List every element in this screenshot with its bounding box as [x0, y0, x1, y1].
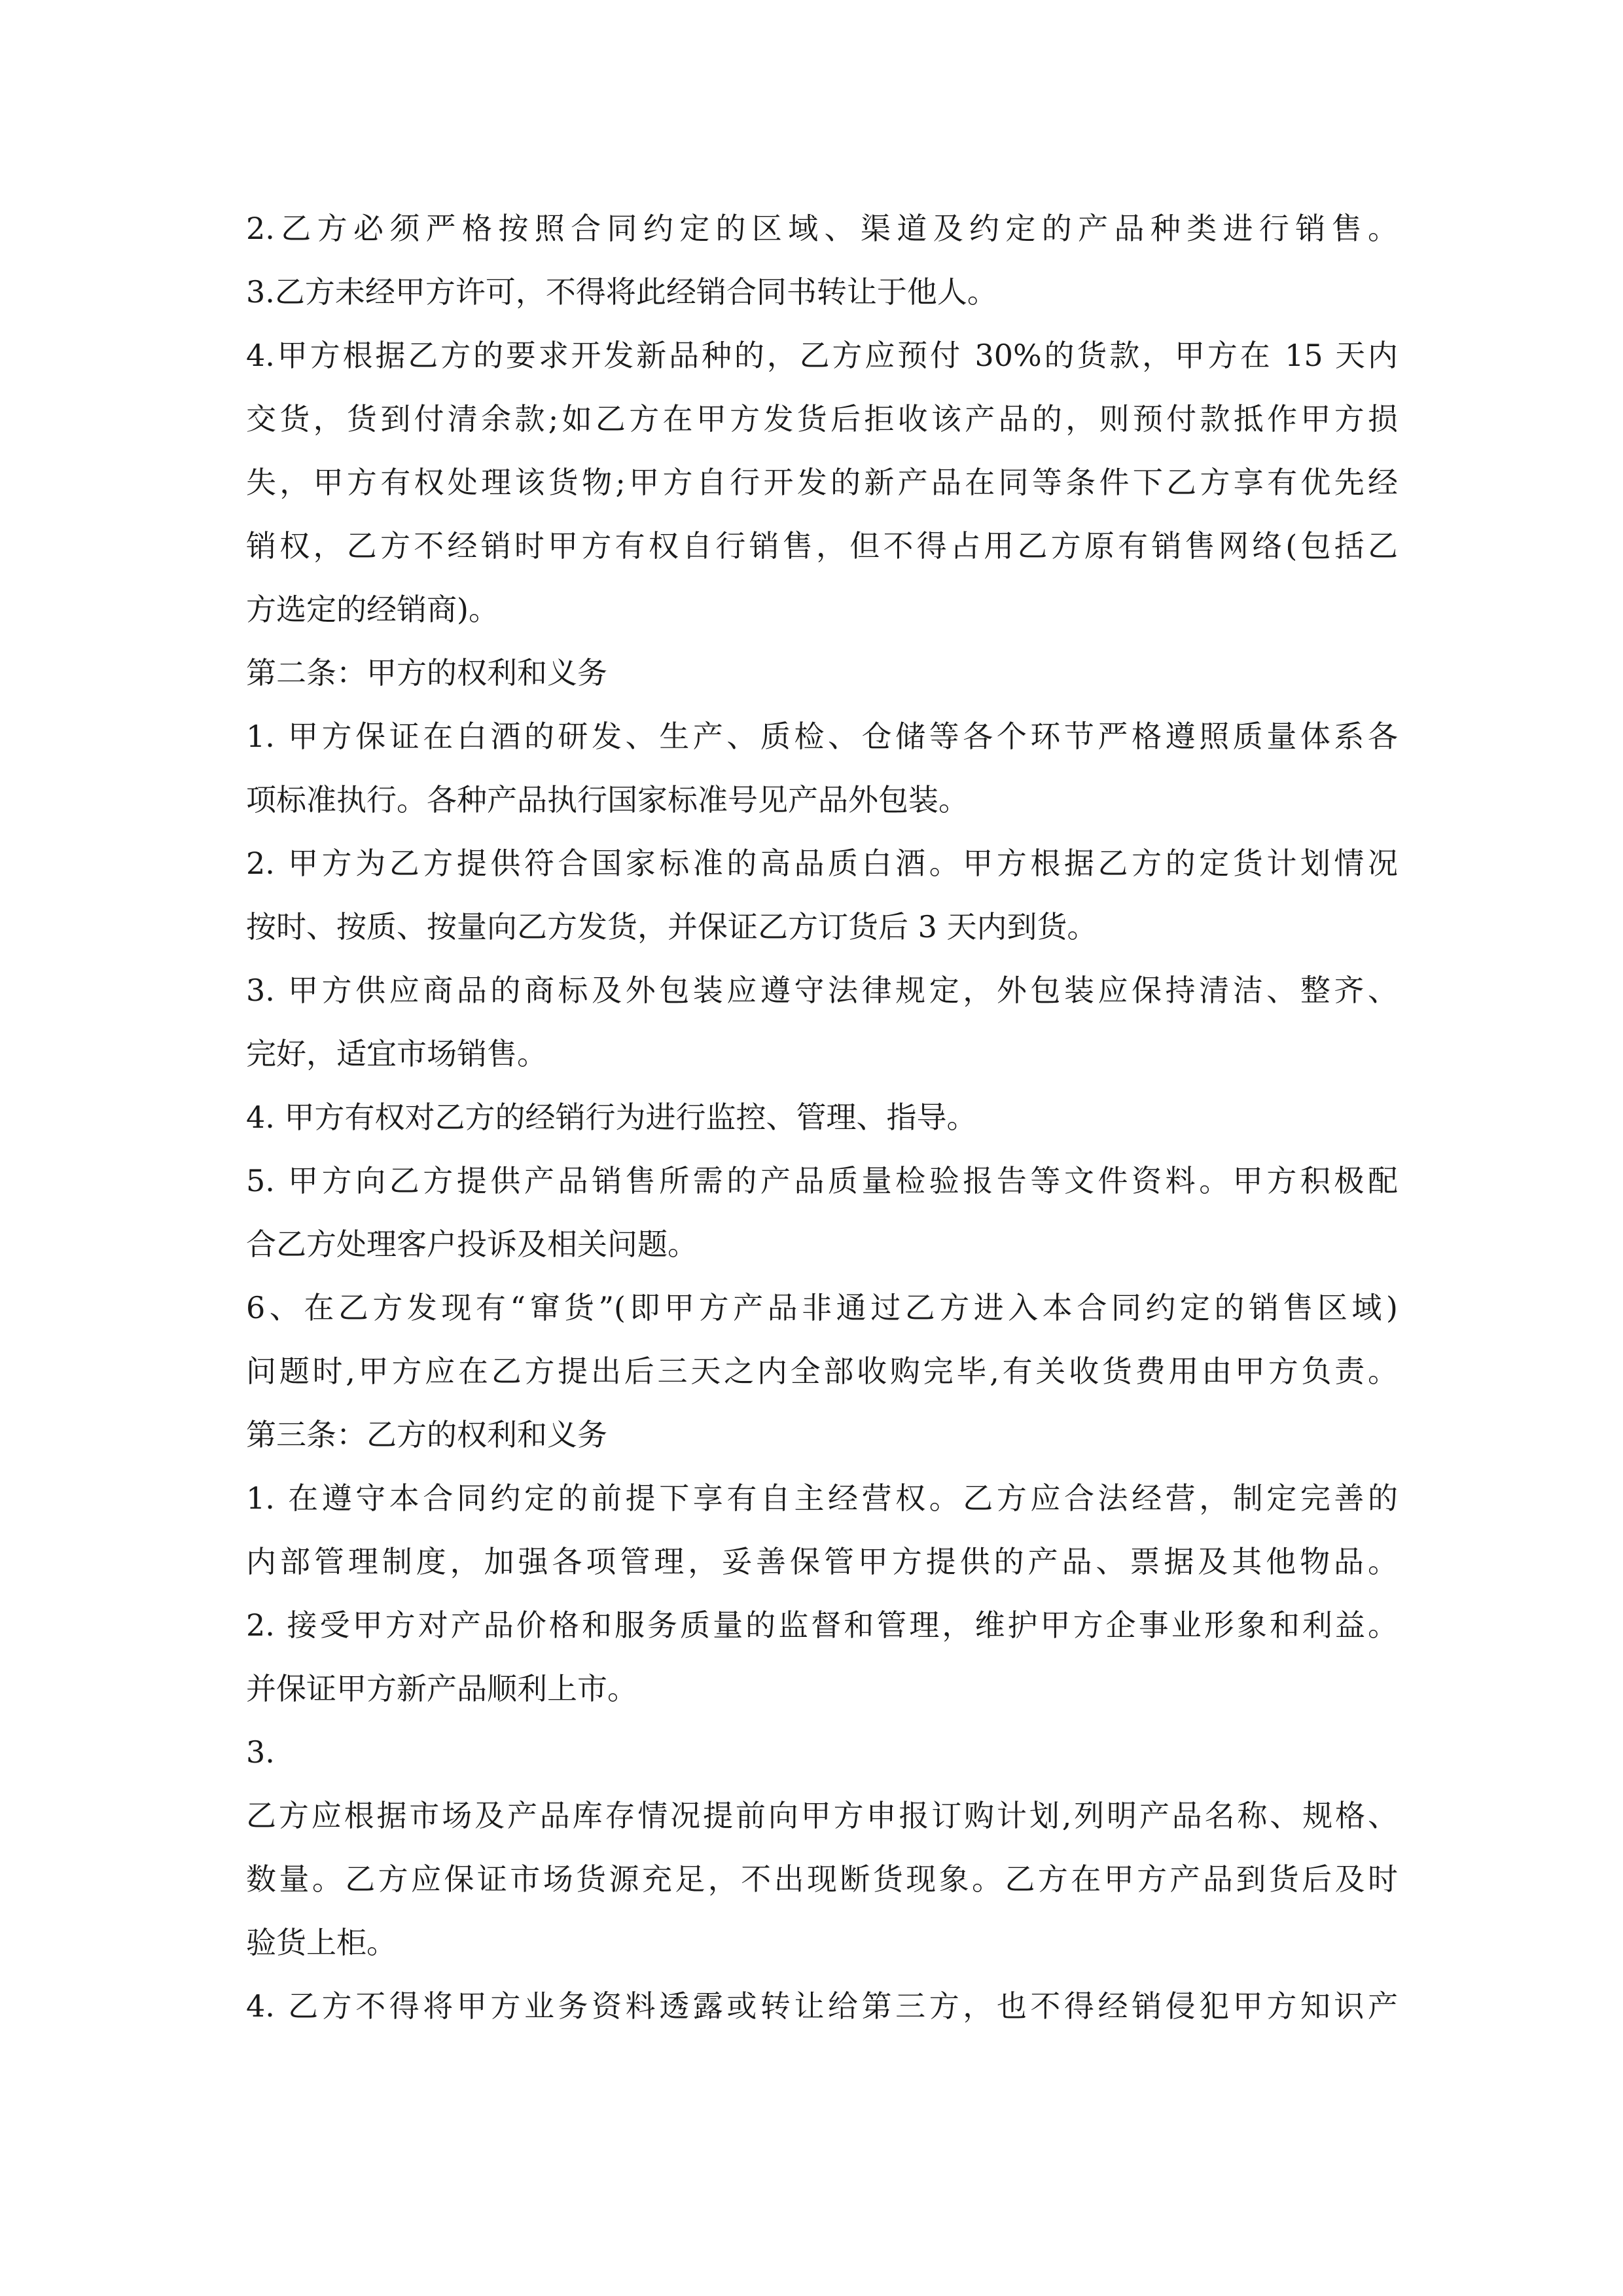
text-line: 完好，适宜市场销售。 — [246, 1036, 547, 1071]
text-line: 乙方应根据市场及产品库存情况提前向甲方申报订购计划,列明产品名称、规格、 — [246, 1798, 1398, 1833]
text-line: 交货，货到付清余款;如乙方在甲方发货后拒收该产品的，则预付款抵作甲方损 — [246, 401, 1398, 437]
text-line: 合乙方处理客户投诉及相关问题。 — [246, 1227, 698, 1262]
text-line: 并保证甲方新产品顺利上市。 — [246, 1671, 637, 1706]
section-heading: 第三条：乙方的权利和义务 — [246, 1417, 607, 1452]
text-line: 2. 甲方为乙方提供符合国家标准的高品质白酒。甲方根据乙方的定货计划情况 — [246, 846, 1398, 881]
text-line: 问题时,甲方应在乙方提出后三天之内全部收购完毕,有关收货费用由甲方负责。 — [246, 1354, 1398, 1389]
text-line: 方选定的经销商)。 — [246, 592, 499, 627]
text-line: 验货上柜。 — [246, 1925, 397, 1960]
text-line: 内部管理制度，加强各项管理，妥善保管甲方提供的产品、票据及其他物品。 — [246, 1544, 1398, 1579]
text-line: 4.甲方根据乙方的要求开发新品种的，乙方应预付 30%的货款，甲方在 15 天内 — [246, 338, 1398, 373]
section-heading: 第二条：甲方的权利和义务 — [246, 655, 607, 691]
text-line: 失，甲方有权处理该货物;甲方自行开发的新产品在同等条件下乙方享有优先经 — [246, 465, 1398, 500]
text-line: 4. 乙方不得将甲方业务资料透露或转让给第三方，也不得经销侵犯甲方知识产 — [246, 1988, 1398, 2024]
text-line: 数量。乙方应保证市场货源充足，不出现断货现象。乙方在甲方产品到货后及时 — [246, 1861, 1398, 1897]
text-line: 3.乙方未经甲方许可，不得将此经销合同书转让于他人。 — [246, 274, 997, 310]
text-line: 3. — [246, 1734, 275, 1770]
text-line: 2.乙方必须严格按照合同约定的区域、渠道及约定的产品种类进行销售。 — [246, 211, 1398, 246]
text-line: 按时、按质、按量向乙方发货，并保证乙方订货后 3 天内到货。 — [246, 909, 1097, 944]
text-line: 项标准执行。各种产品执行国家标准号见产品外包装。 — [246, 782, 969, 817]
text-line: 1. 甲方保证在白酒的研发、生产、质检、仓储等各个环节严格遵照质量体系各 — [246, 719, 1398, 754]
text-line: 5. 甲方向乙方提供产品销售所需的产品质量检验报告等文件资料。甲方积极配 — [246, 1163, 1398, 1198]
text-line: 2. 接受甲方对产品价格和服务质量的监督和管理，维护甲方企事业形象和利益。 — [246, 1607, 1398, 1643]
text-line: 1. 在遵守本合同约定的前提下享有自主经营权。乙方应合法经营，制定完善的 — [246, 1480, 1398, 1516]
text-line: 4. 甲方有权对乙方的经销行为进行监控、管理、指导。 — [246, 1100, 977, 1135]
text-line: 6、在乙方发现有“窜货”(即甲方产品非通过乙方进入本合同约定的销售区域) — [246, 1290, 1398, 1325]
text-line: 3. 甲方供应商品的商标及外包装应遵守法律规定，外包装应保持清洁、整齐、 — [246, 973, 1398, 1008]
text-line: 销权，乙方不经销时甲方有权自行销售，但不得占用乙方原有销售网络(包括乙 — [246, 528, 1398, 564]
